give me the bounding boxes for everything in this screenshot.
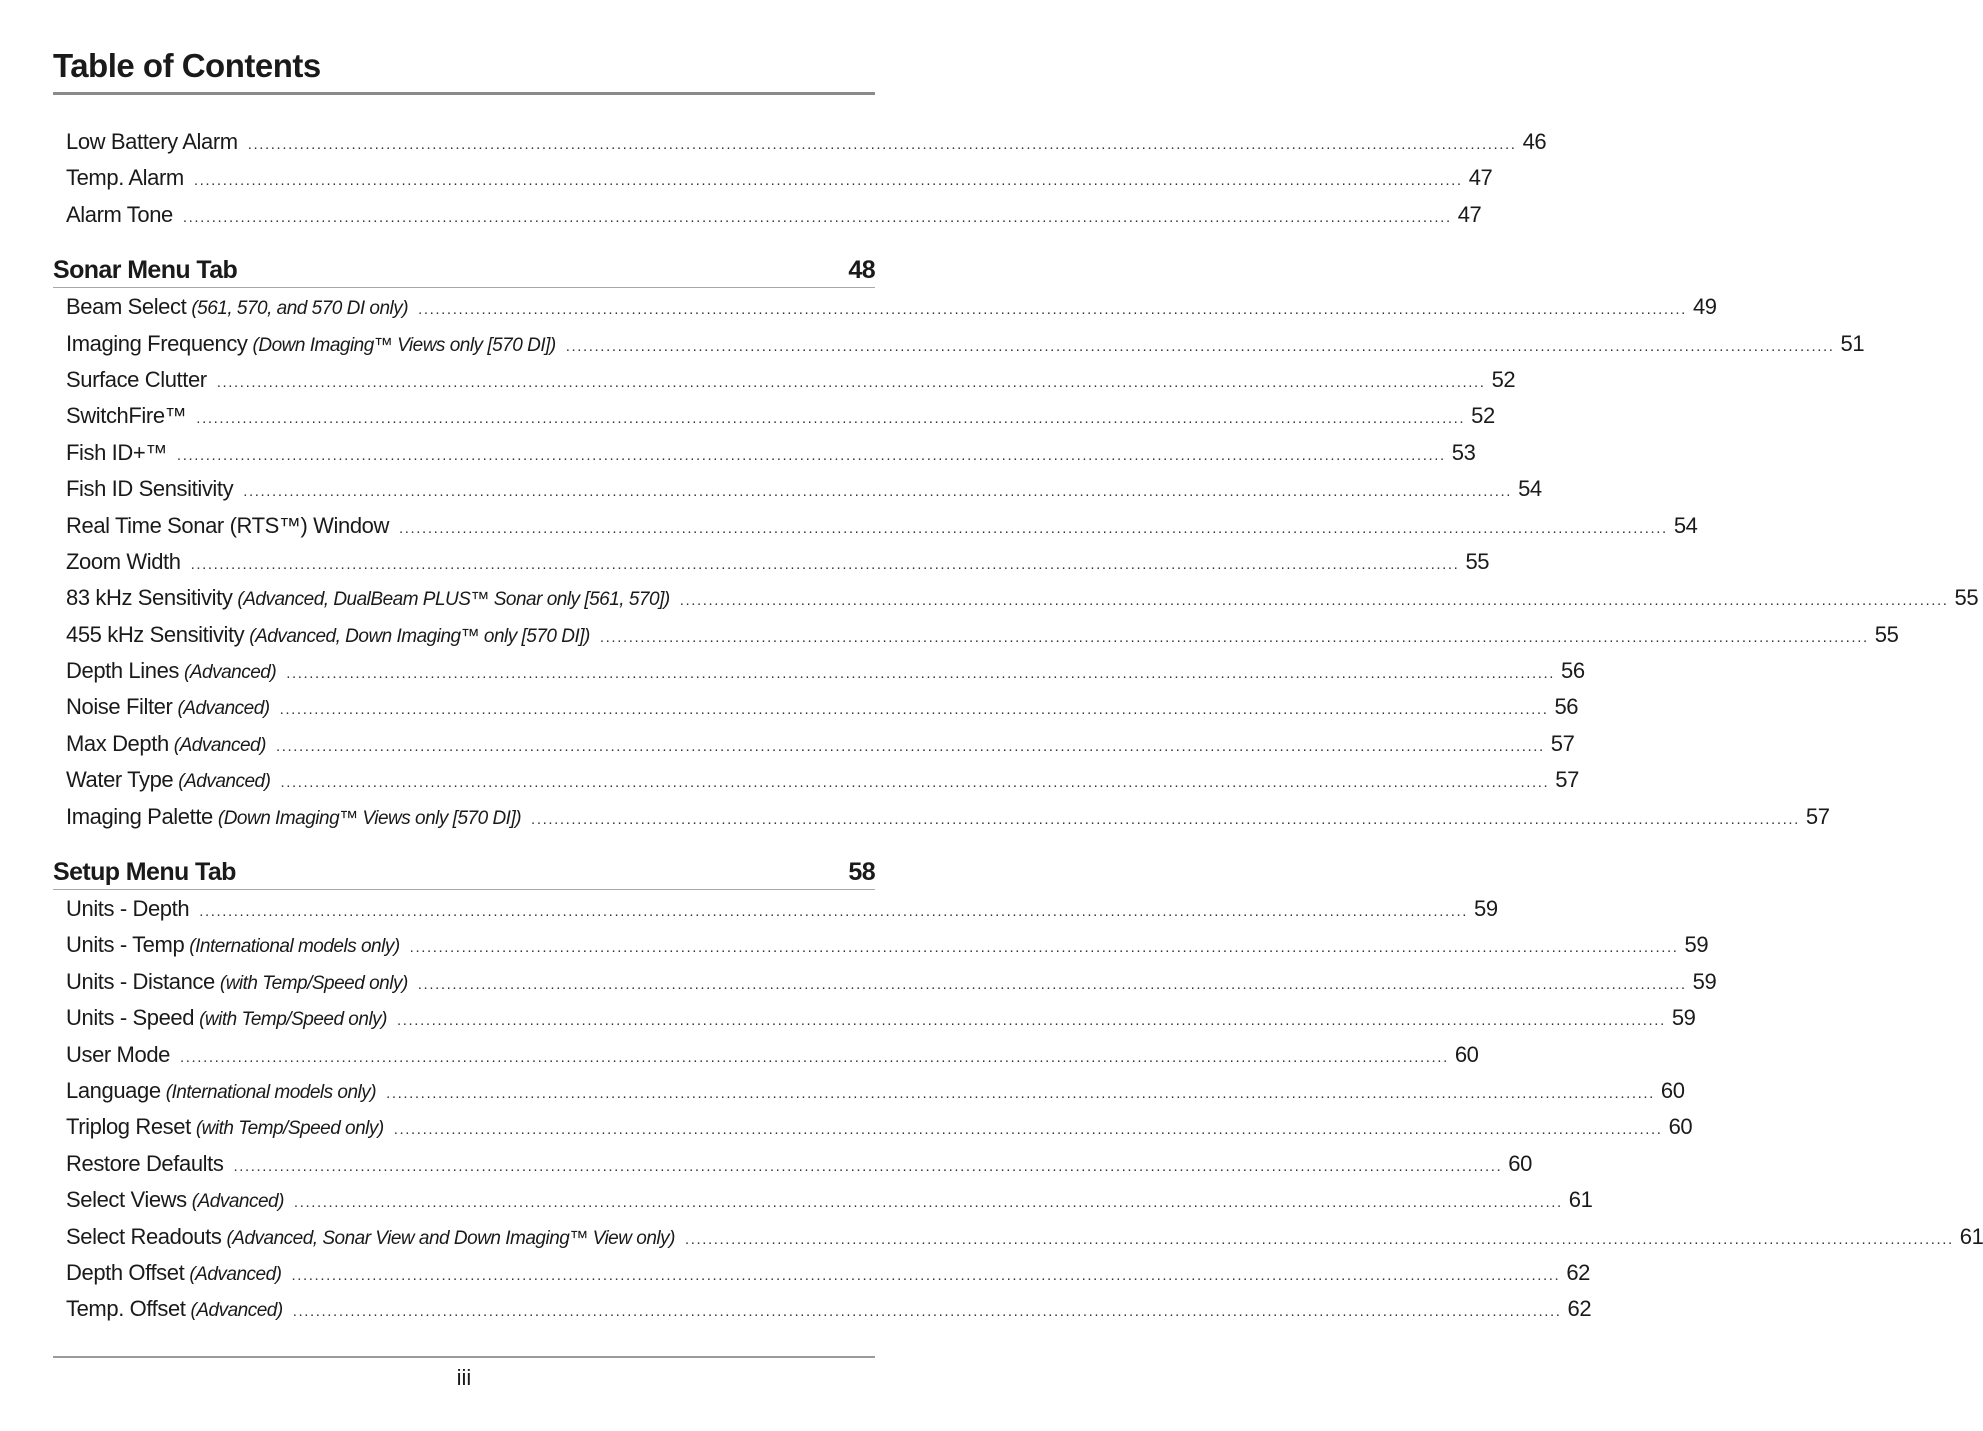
toc-entry-page: 49 (1692, 294, 1717, 320)
toc-entry-label: Units - Depth (66, 896, 190, 922)
toc-entry-note: (with Temp/Speed only) (199, 1009, 387, 1031)
toc-entry-label: Depth Lines (66, 658, 180, 684)
toc-entry-label: Select Readouts (66, 1223, 222, 1249)
dot-leader: ............................................................................................................................................................................................................................ (291, 1266, 1561, 1284)
toc-entry[interactable] (53, 689, 1579, 725)
toc-page (53, 0, 1983, 1431)
toc-entry-label: Real Time Sonar (RTS™) Window (66, 512, 389, 538)
toc-entry-label: Max Depth (66, 730, 169, 756)
toc-list (53, 124, 1983, 1328)
toc-entry-label: Fish ID Sensitivity (66, 476, 234, 502)
toc-entry[interactable] (53, 1000, 1696, 1036)
toc-entry-page: 59 (1474, 896, 1498, 922)
toc-entry-label: Depth Offset (66, 1259, 185, 1285)
toc-entry-note: (Advanced) (189, 1263, 282, 1285)
dot-leader: ............................................................................................................................................................................................................................ (417, 975, 1687, 993)
toc-entry[interactable] (53, 435, 1476, 471)
page-title: Table of Contents (53, 47, 321, 84)
toc-entry[interactable] (53, 617, 1899, 653)
toc-entry-page: 59 (1684, 932, 1709, 958)
toc-entry-label: User Mode (66, 1041, 170, 1067)
footer-divider (53, 1356, 875, 1358)
toc-entry[interactable] (53, 1182, 1593, 1218)
toc-entry-label: Water Type (66, 767, 174, 793)
toc-entry-page: 57 (1550, 730, 1575, 756)
toc-entry[interactable] (53, 124, 1547, 160)
toc-entry-note: (with Temp/Speed only) (195, 1118, 384, 1140)
dot-leader: ............................................................................................................................................................................................................................ (531, 810, 1800, 828)
toc-entry[interactable] (53, 160, 1493, 196)
toc-entry-label: Triplog Reset (66, 1114, 191, 1140)
toc-entry-label: Low Battery Alarm (66, 129, 238, 154)
toc-entry-label: Units - Speed (66, 1005, 195, 1031)
toc-entry[interactable] (53, 362, 1516, 398)
toc-entry-page: 52 (1471, 403, 1495, 429)
toc-entry-note: (Down Imaging™ Views only [570 DI]) (217, 807, 522, 829)
dot-leader: ............................................................................................................................................................................................................................ (386, 1084, 1655, 1102)
dot-leader: ............................................................................................................................................................................................................................ (199, 903, 1469, 921)
toc-entry-page: 59 (1692, 968, 1717, 994)
dot-leader: ............................................................................................................................................................................................................................ (243, 483, 1513, 501)
toc-entry[interactable] (53, 1219, 1983, 1255)
toc-entry[interactable] (53, 1255, 1590, 1291)
toc-entry-note: (International models only) (165, 1081, 377, 1103)
dot-leader: ............................................................................................................................................................................................................................ (216, 373, 1486, 391)
dot-leader: ............................................................................................................................................................................................................................ (565, 337, 1835, 355)
dot-leader: ............................................................................................................................................................................................................................ (176, 446, 1446, 464)
toc-entry-page: 55 (1874, 621, 1899, 647)
toc-entry-label: Temp. Alarm (66, 165, 184, 191)
toc-entry-label: Surface Clutter (66, 366, 207, 392)
dot-leader: ............................................................................................................................................................................................................................ (293, 1194, 1563, 1212)
toc-entry-label: Language (66, 1077, 161, 1103)
toc-entry[interactable] (53, 326, 1865, 362)
toc-entry-page: 57 (1555, 767, 1579, 793)
toc-entry-page: 47 (1457, 201, 1482, 227)
dot-leader: ............................................................................................................................................................................................................................ (233, 1157, 1503, 1175)
toc-entry-page: 59 (1671, 1005, 1696, 1031)
toc-entry[interactable] (53, 964, 1717, 1000)
toc-entry-note: (Advanced, DualBeam PLUS™ Sonar only [561, 570]) (237, 589, 670, 611)
toc-entry-label: 83 kHz Sensitivity (66, 585, 233, 611)
toc-entry-note: (Advanced) (173, 734, 266, 756)
toc-entry-note: (Advanced, Down Imaging™ only [570 DI]) (249, 625, 590, 647)
toc-entry[interactable] (53, 1109, 1693, 1145)
dot-leader: ............................................................................................................................................................................................................................ (286, 665, 1556, 683)
toc-entry-label: 455 kHz Sensitivity (66, 621, 245, 647)
dot-leader: ............................................................................................................................................................................................................................ (182, 208, 1452, 226)
dot-leader: ............................................................................................................................................................................................................................ (196, 410, 1466, 428)
section-heading-page: 48 (848, 256, 875, 285)
dot-leader: ............................................................................................................................................................................................................................ (684, 1230, 1954, 1248)
toc-entries (53, 289, 1979, 835)
toc-entry-note: (Advanced) (178, 771, 271, 793)
toc-entry-page: 60 (1668, 1114, 1693, 1140)
toc-entry-page: 55 (1954, 585, 1979, 611)
toc-entries (53, 124, 1547, 233)
toc-entry[interactable] (53, 762, 1579, 798)
dot-leader: ............................................................................................................................................................................................................................ (247, 136, 1517, 153)
toc-entry[interactable] (53, 726, 1575, 762)
toc-entry-page: 47 (1468, 165, 1493, 191)
toc-entry-label: Temp. Offset (66, 1296, 186, 1322)
dot-leader: ............................................................................................................................................................................................................................ (275, 737, 1545, 755)
dot-leader: ............................................................................................................................................................................................................................ (190, 555, 1460, 573)
toc-entry-note: (Advanced) (177, 698, 270, 720)
toc-entry[interactable] (53, 471, 1542, 507)
toc-entry[interactable] (53, 544, 1490, 580)
toc-entry[interactable] (53, 1146, 1532, 1182)
dot-leader: ............................................................................................................................................................................................................................ (599, 628, 1869, 646)
toc-entry-label: Imaging Frequency (66, 330, 248, 356)
toc-entry-page: 54 (1673, 512, 1698, 538)
toc-entry-page: 46 (1522, 129, 1547, 154)
section-heading[interactable] (53, 254, 875, 288)
dot-leader: ............................................................................................................................................................................................................................ (398, 519, 1668, 537)
dot-leader: ............................................................................................................................................................................................................................ (418, 301, 1687, 319)
toc-entry[interactable] (53, 927, 1709, 963)
toc-entry-note: (Advanced) (190, 1300, 283, 1322)
toc-entry[interactable] (53, 508, 1698, 544)
toc-entry-page: 62 (1566, 1259, 1590, 1285)
toc-entry-page: 52 (1491, 366, 1516, 392)
toc-entry-note: (Advanced, Sonar View and Down Imaging™ View only) (226, 1227, 675, 1249)
toc-entry-note: (Down Imaging™ Views only [570 DI]) (252, 334, 556, 356)
toc-entry[interactable] (53, 1073, 1685, 1109)
toc-entry-label: Alarm Tone (66, 201, 173, 227)
toc-entry[interactable] (53, 1037, 1479, 1073)
toc-entry-page: 61 (1568, 1187, 1593, 1213)
toc-entry-note: (with Temp/Speed only) (219, 972, 408, 994)
toc-entry-note: (Advanced) (191, 1191, 284, 1213)
dot-leader: ............................................................................................................................................................................................................................ (193, 172, 1463, 190)
toc-entry-note: (Advanced) (184, 662, 277, 684)
dot-leader: ............................................................................................................................................................................................................................ (409, 939, 1679, 957)
toc-entry[interactable] (53, 799, 1830, 835)
toc-entry-page: 62 (1567, 1296, 1592, 1322)
toc-entry-page: 60 (1454, 1041, 1479, 1067)
toc-entry-note: (561, 570, and 570 DI only) (191, 298, 409, 320)
toc-entry[interactable] (53, 289, 1717, 325)
section-heading-label: Sonar Menu Tab (53, 256, 238, 285)
toc-entry-label: SwitchFire™ (66, 403, 187, 429)
dot-leader: ............................................................................................................................................................................................................................ (679, 592, 1949, 610)
toc-entry[interactable] (53, 580, 1979, 616)
dot-leader: ............................................................................................................................................................................................................................ (292, 1303, 1562, 1321)
toc-entry-page: 60 (1660, 1077, 1685, 1103)
dot-leader: ............................................................................................................................................................................................................................ (279, 701, 1549, 719)
toc-entry-label: Units - Distance (66, 968, 215, 994)
toc-entry[interactable] (53, 398, 1495, 434)
toc-entry-label: Select Views (66, 1187, 187, 1213)
toc-entry-label: Fish ID+™ (66, 439, 167, 465)
toc-entry-page: 57 (1805, 803, 1830, 829)
toc-entry-label: Restore Defaults (66, 1150, 224, 1176)
toc-entry-page: 53 (1451, 439, 1476, 465)
dot-leader: ............................................................................................................................................................................................................................ (280, 774, 1550, 792)
toc-entry-page: 60 (1508, 1150, 1532, 1176)
toc-entry-label: Units - Temp (66, 932, 185, 958)
toc-entry-page: 56 (1561, 658, 1585, 684)
toc-entry-page: 54 (1518, 476, 1542, 502)
toc-entry-label: Beam Select (66, 294, 187, 320)
toc-entry-note: (International models only) (189, 936, 400, 958)
section-heading-label: Setup Menu Tab (53, 858, 236, 887)
dot-leader: ............................................................................................................................................................................................................................ (397, 1012, 1666, 1030)
title-divider (53, 92, 875, 95)
toc-entry[interactable] (53, 197, 1482, 233)
toc-entry-label: Imaging Palette (66, 803, 213, 829)
toc-entry-label: Noise Filter (66, 694, 173, 720)
section-heading[interactable] (53, 856, 875, 890)
toc-entries (53, 891, 1983, 1328)
toc-entry-page: 51 (1840, 330, 1865, 356)
toc-entry-page: 55 (1465, 548, 1490, 574)
toc-entry-label: Zoom Width (66, 548, 181, 574)
toc-entry[interactable] (53, 653, 1585, 689)
section-heading-page: 58 (848, 858, 875, 887)
toc-entry[interactable] (53, 1291, 1592, 1327)
dot-leader: ............................................................................................................................................................................................................................ (393, 1121, 1663, 1139)
toc-entry-page: 56 (1554, 694, 1579, 720)
page-number: iii (456, 1365, 472, 1390)
toc-entry-page: 61 (1959, 1223, 1983, 1249)
toc-entry[interactable] (53, 891, 1498, 927)
dot-leader: ............................................................................................................................................................................................................................ (180, 1048, 1449, 1066)
